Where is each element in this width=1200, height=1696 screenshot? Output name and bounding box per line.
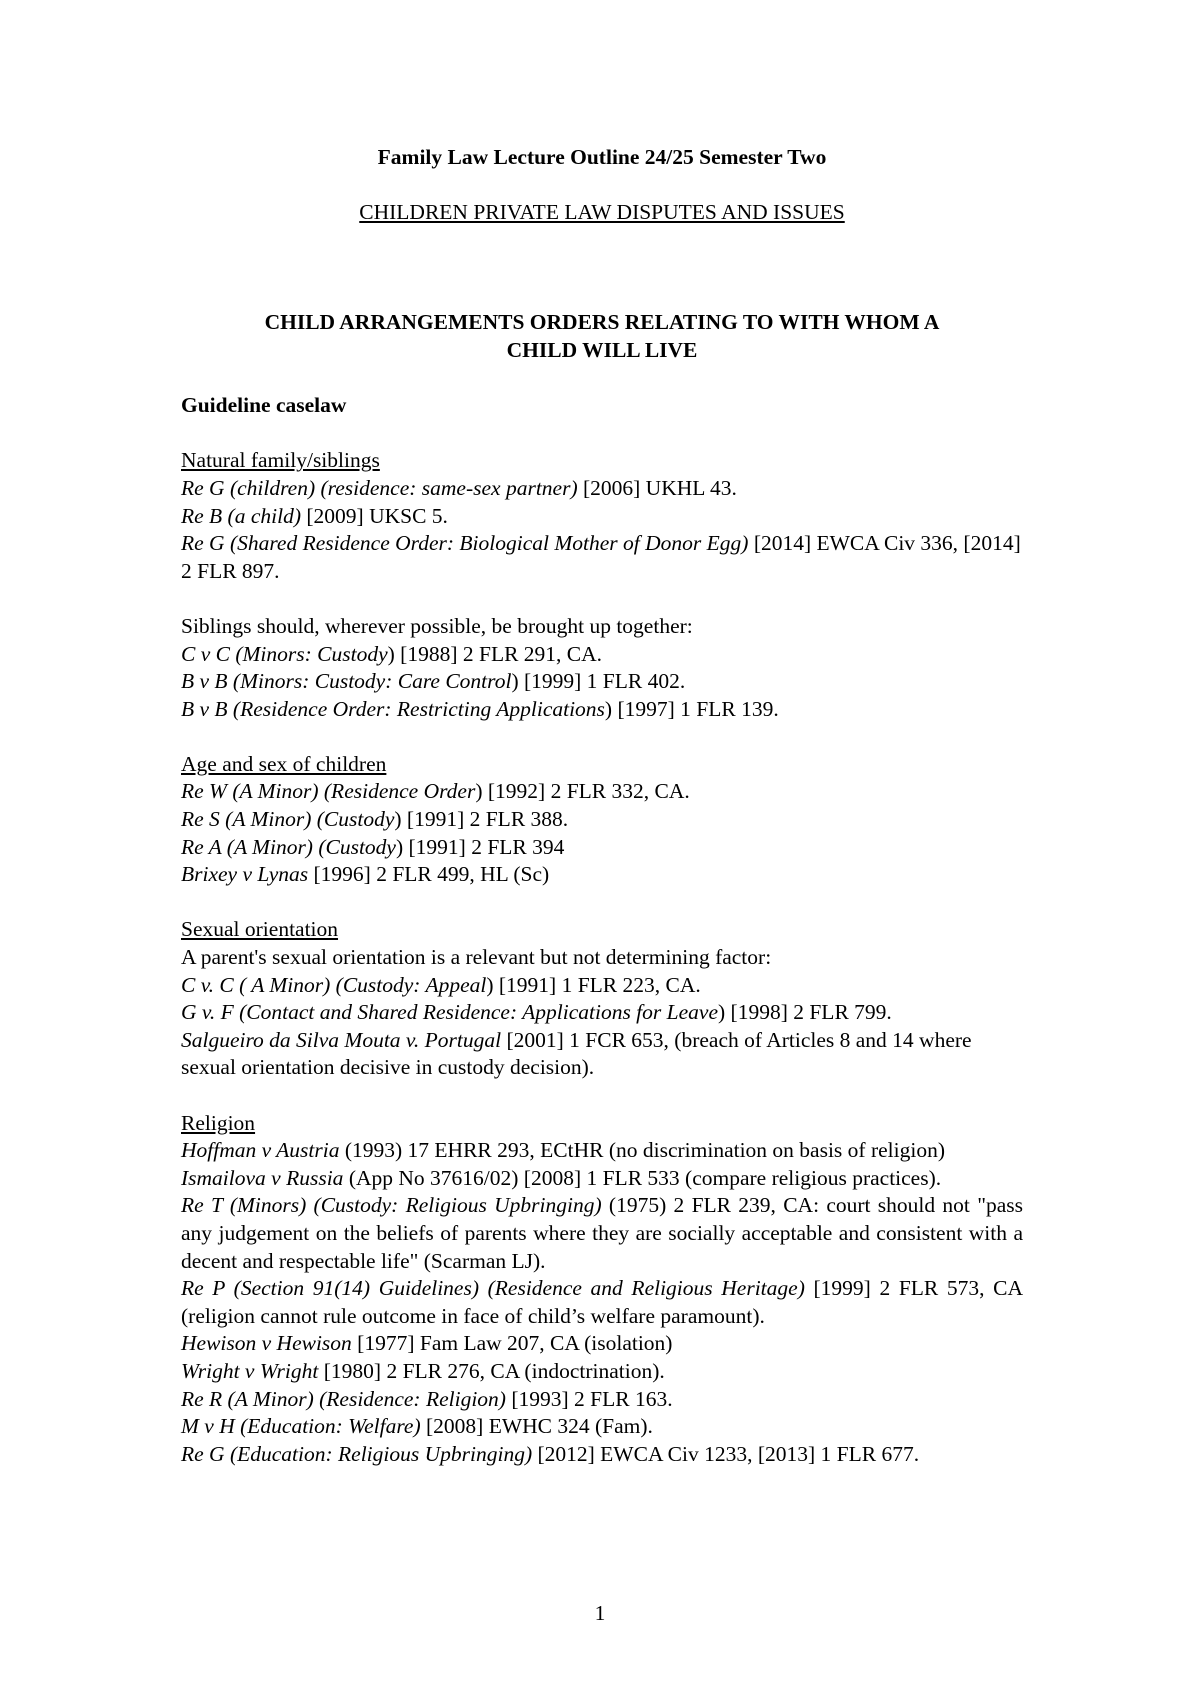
religion-heading: Religion xyxy=(181,1110,256,1135)
case-citation: Re G (Education: Religious Upbringing) [2012] EWCA Civ 1233, [2013] 1 FLR 677. xyxy=(181,1441,920,1466)
natural-family-heading: Natural family/siblings xyxy=(181,448,380,473)
siblings-intro: Siblings should, wherever possible, be brought up together: xyxy=(181,613,693,638)
case-citation: C v C (Minors: Custody) [1988] 2 FLR 291, CA. xyxy=(181,641,603,666)
case-citation: M v H (Education: Welfare) [2008] EWHC 324 (Fam). xyxy=(181,1414,653,1439)
document-title: Family Law Lecture Outline 24/25 Semester Two xyxy=(377,145,827,169)
case-citation: B v B (Minors: Custody: Care Control) [1999] 1 FLR 402. xyxy=(181,669,686,694)
document-body xyxy=(181,144,1023,1468)
case-citation: Re G (Shared Residence Order: Biological Mother of Donor Egg) [2014] EWCA Civ 336, [2014] 2 FLR 897. xyxy=(181,531,1021,583)
case-citation: Brixey v Lynas [1996] 2 FLR 499, HL (Sc) xyxy=(181,862,550,887)
sexual-orientation-intro: A parent's sexual orientation is a relevant but not determining factor: xyxy=(181,945,772,970)
case-citation: C v. C ( A Minor) (Custody: Appeal) [1991] 1 FLR 223, CA. xyxy=(181,972,701,997)
case-citation: Re G (children) (residence: same-sex partner) [2006] UKHL 43. xyxy=(181,475,737,500)
case-citation: G v. F (Contact and Shared Residence: Applications for Leave) [1998] 2 FLR 799. xyxy=(181,1000,892,1025)
case-citation: B v B (Residence Order: Restricting Applications) [1997] 1 FLR 139. xyxy=(181,696,779,721)
document-subtitle: CHILDREN PRIVATE LAW DISPUTES AND ISSUES xyxy=(359,200,845,225)
case-citation: Ismailova v Russia (App No 37616/02) [2008] 1 FLR 533 (compare religious practices). xyxy=(181,1165,942,1190)
age-sex-heading: Age and sex of children xyxy=(181,751,387,776)
section-heading-line-1: CHILD ARRANGEMENTS ORDERS RELATING TO WITH WHOM A xyxy=(264,310,940,335)
page-number: 1 xyxy=(594,1601,606,1625)
case-citation: Re T (Minors) (Custody: Religious Upbringing) (1975) 2 FLR 239, CA: court should not "pass any judgement on the beliefs of parents where they are socially acceptable and consistent with a decent and respectable life" (Scarman LJ). xyxy=(181,1193,1023,1273)
case-citation: Wright v Wright [1980] 2 FLR 276, CA (indoctrination). xyxy=(181,1358,665,1383)
section-heading-line-2: CHILD WILL LIVE xyxy=(506,337,698,362)
case-citation: Re B (a child) [2009] UKSC 5. xyxy=(181,503,448,528)
case-citation: Re R (A Minor) (Residence: Religion) [1993] 2 FLR 163. xyxy=(181,1386,673,1411)
case-citation: Re S (A Minor) (Custody) [1991] 2 FLR 388. xyxy=(181,807,569,832)
guideline-heading: Guideline caselaw xyxy=(181,393,347,418)
case-citation: Re P (Section 91(14) Guidelines) (Residence and Religious Heritage) [1999] 2 FLR 573, CA (religion cannot rule outcome in face of child’s welfare paramount). xyxy=(181,1276,1024,1328)
case-citation: Hewison v Hewison [1977] Fam Law 207, CA (isolation) xyxy=(181,1331,673,1356)
case-citation: Salgueiro da Silva Mouta v. Portugal [2001] 1 FCR 653, (breach of Articles 8 and 14 where sexual orientation decisive in custody decision). xyxy=(181,1027,972,1080)
case-citation: Hoffman v Austria (1993) 17 EHRR 293, ECtHR (no discrimination on basis of religion) xyxy=(181,1138,945,1163)
case-citation: Re W (A Minor) (Residence Order) [1992] 2 FLR 332, CA. xyxy=(181,779,690,804)
case-citation: Re A (A Minor) (Custody) [1991] 2 FLR 394 xyxy=(181,834,565,859)
sexual-orientation-heading: Sexual orientation xyxy=(181,917,339,942)
